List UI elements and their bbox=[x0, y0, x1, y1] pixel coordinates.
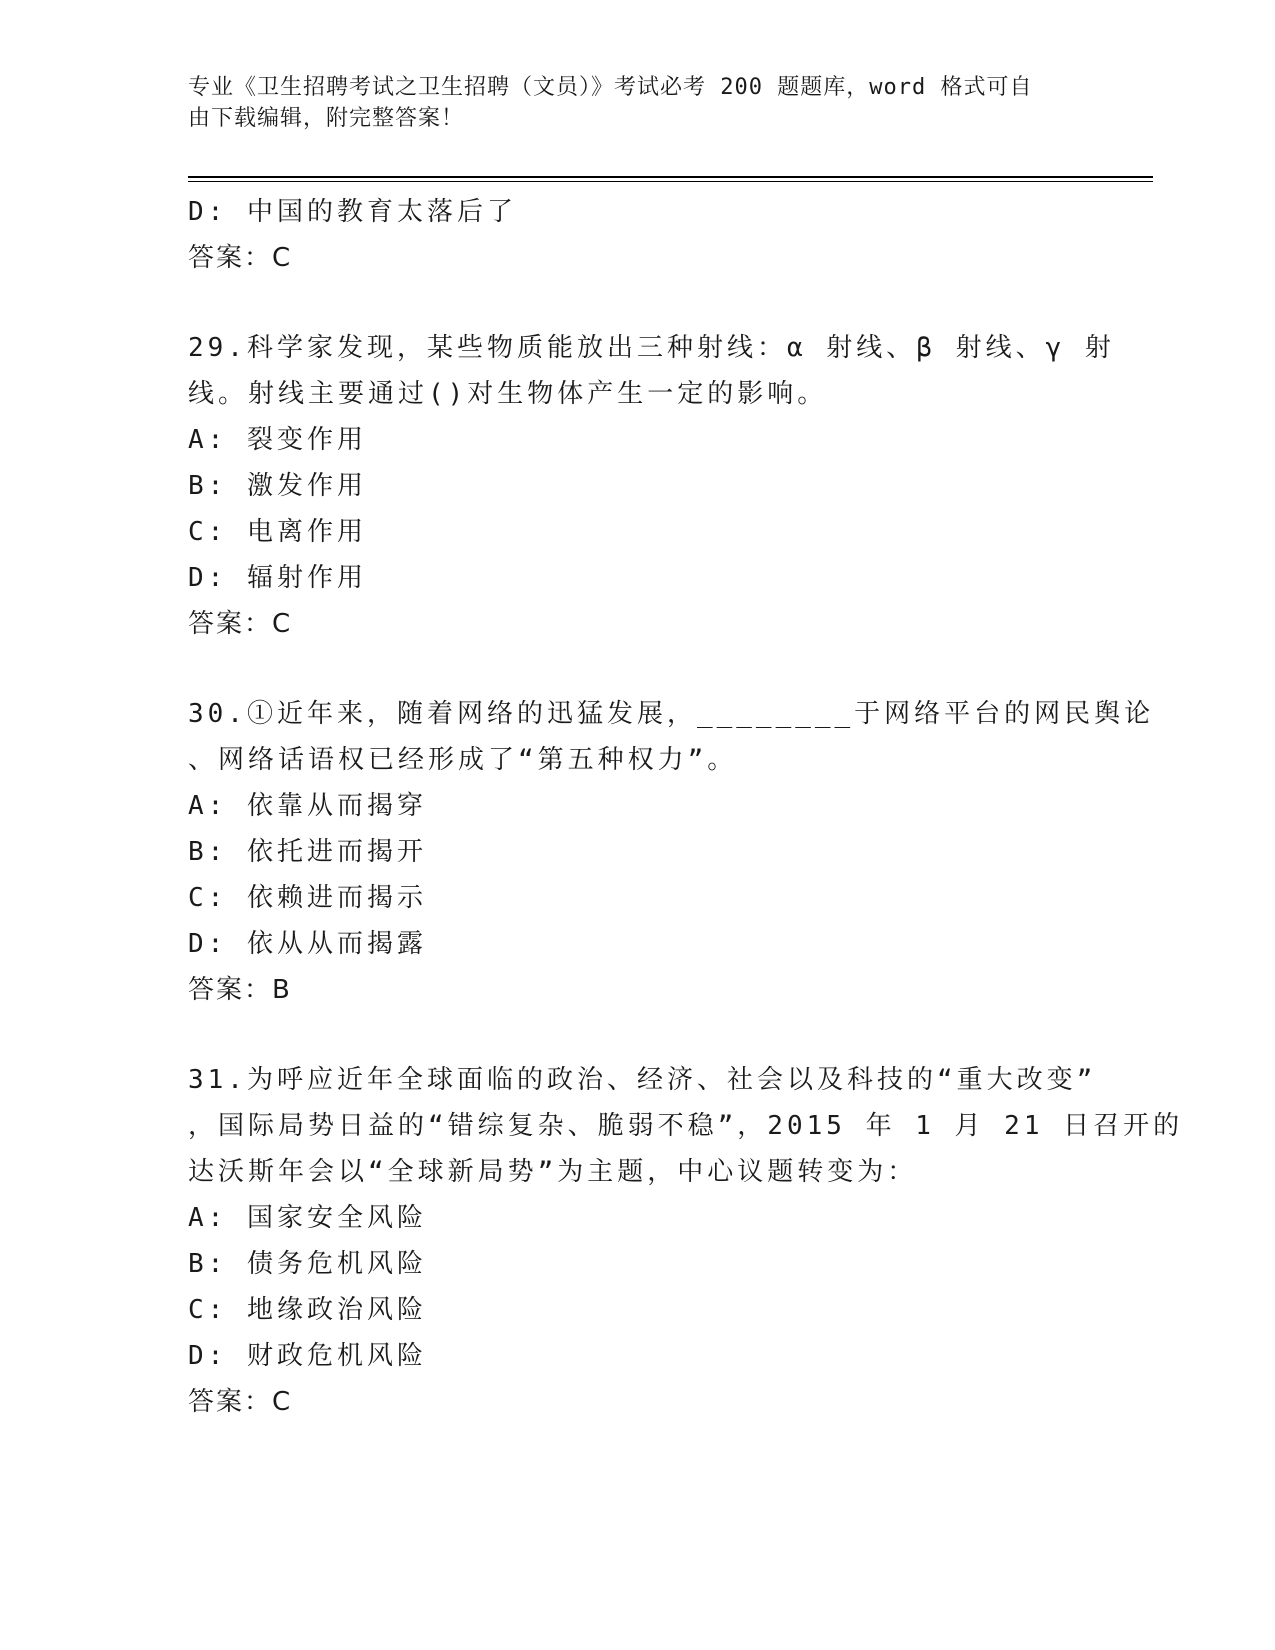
option-a: A: 依靠从而揭穿 bbox=[188, 791, 427, 821]
option-d: D: 依从从而揭露 bbox=[188, 929, 427, 959]
option-c: C: 依赖进而揭示 bbox=[188, 883, 427, 913]
stem-line: 、网络话语权已经形成了“第五种权力”。 bbox=[188, 745, 738, 775]
header-line-2: 由下载编辑，附完整答案！ bbox=[188, 106, 465, 131]
option-b: B: 债务危机风险 bbox=[188, 1249, 427, 1279]
option-d: D: 中国的教育太落后了 bbox=[188, 197, 517, 227]
option-b: B: 激发作用 bbox=[188, 471, 367, 501]
stem-line: 30.①近年来，随着网络的迅猛发展，________于网络平台的网民舆论 bbox=[188, 699, 1155, 729]
answer-line: 答案：C bbox=[188, 609, 293, 639]
answer-line: 答案：C bbox=[188, 1387, 293, 1417]
question-29 bbox=[188, 325, 1115, 647]
stem-line: 31.为呼应近年全球面临的政治、经济、社会以及科技的“重大改变” bbox=[188, 1065, 1097, 1095]
stem-line: ，国际局势日益的“错综复杂、脆弱不稳”，2015 年 1 月 21 日召开的 bbox=[188, 1111, 1184, 1141]
spacer bbox=[188, 1013, 1088, 1057]
answer-line: 答案：C bbox=[188, 243, 293, 273]
document-body bbox=[188, 189, 1184, 1425]
previous-question-tail bbox=[188, 189, 1088, 281]
spacer bbox=[188, 281, 1088, 325]
option-d: D: 财政危机风险 bbox=[188, 1341, 427, 1371]
document-header bbox=[188, 72, 1068, 134]
question-30 bbox=[188, 691, 1155, 1013]
option-a: A: 国家安全风险 bbox=[188, 1203, 427, 1233]
option-d: D: 辐射作用 bbox=[188, 563, 367, 593]
question-31 bbox=[188, 1057, 1184, 1425]
option-c: C: 电离作用 bbox=[188, 517, 367, 547]
header-divider-thin bbox=[188, 181, 1153, 182]
stem-line: 达沃斯年会以“全球新局势”为主题，中心议题转变为： bbox=[188, 1157, 918, 1187]
option-a: A: 裂变作用 bbox=[188, 425, 367, 455]
stem-line: 线。射线主要通过()对生物体产生一定的影响。 bbox=[188, 379, 828, 409]
spacer bbox=[188, 647, 1088, 691]
header-line-1: 专业《卫生招聘考试之卫生招聘（文员）》考试必考 200 题题库，word 格式可自 bbox=[188, 75, 1033, 100]
question-stem bbox=[188, 691, 1155, 783]
option-b: B: 依托进而揭开 bbox=[188, 837, 427, 867]
question-stem bbox=[188, 1057, 1184, 1195]
answer-line: 答案：B bbox=[188, 975, 292, 1005]
header-divider-thick bbox=[188, 176, 1153, 178]
stem-line: 29.科学家发现，某些物质能放出三种射线：α 射线、β 射线、γ 射 bbox=[188, 333, 1115, 363]
question-stem bbox=[188, 325, 1115, 417]
option-c: C: 地缘政治风险 bbox=[188, 1295, 427, 1325]
